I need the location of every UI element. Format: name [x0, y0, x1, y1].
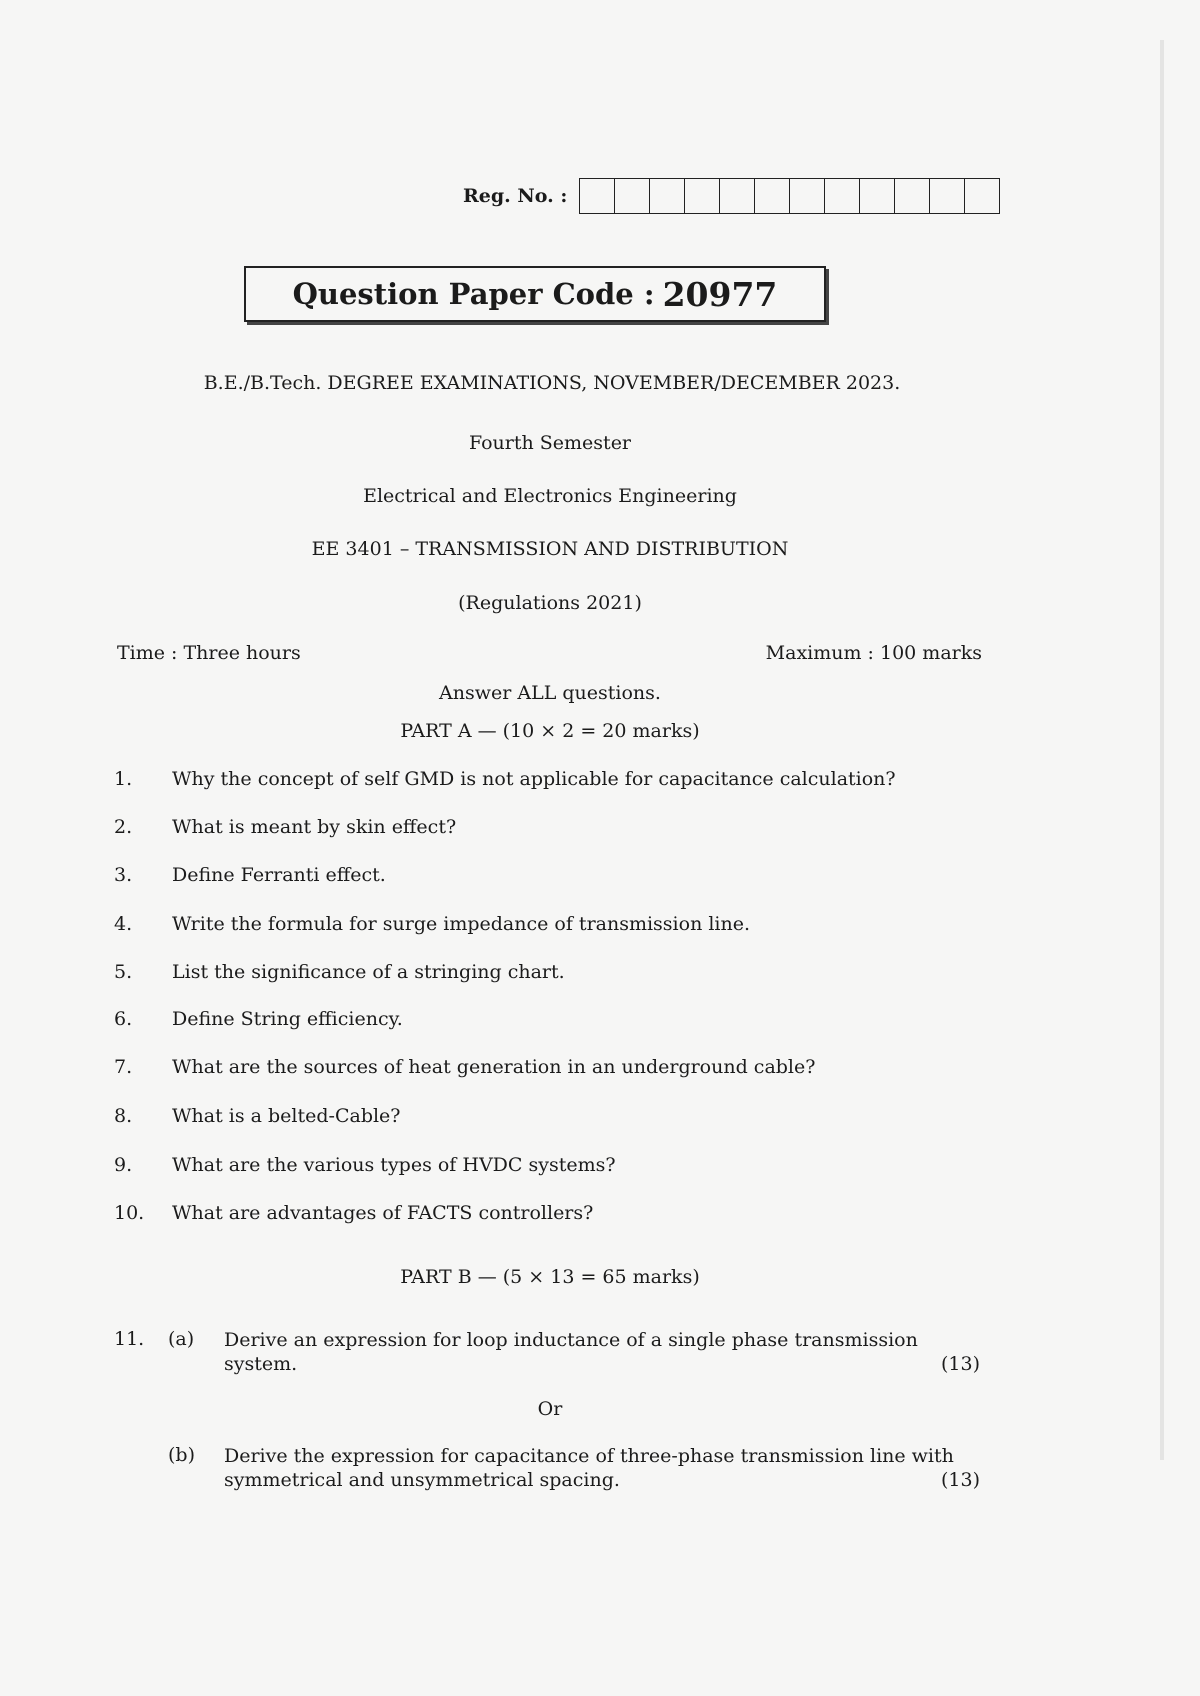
question-10 — [114, 1202, 974, 1224]
question-6 — [114, 1008, 974, 1030]
question-text: Define Ferranti effect. — [172, 864, 386, 886]
question-text: What are the sources of heat generation in an underground cable? — [172, 1056, 816, 1078]
question-text: Define String efficiency. — [172, 1008, 403, 1030]
question-number: 10. — [114, 1202, 145, 1224]
question-8 — [114, 1105, 974, 1127]
question-text — [224, 1328, 980, 1376]
reg-digit-box[interactable] — [895, 179, 930, 213]
course-title: EE 3401 – TRANSMISSION AND DISTRIBUTION — [311, 538, 789, 560]
question-text: List the significance of a stringing chart. — [172, 961, 565, 983]
question-4 — [114, 913, 974, 935]
question-5 — [114, 961, 974, 983]
question-body: Derive the expression for capacitance of three-phase transmission line with symmetrical and unsymmetrical spacing. — [224, 1445, 954, 1491]
reg-digit-box[interactable] — [615, 179, 650, 213]
question-text: What is meant by skin effect? — [172, 816, 457, 838]
question-number: 4. — [114, 913, 133, 935]
department: Electrical and Electronics Engineering — [363, 485, 737, 507]
question-number: 8. — [114, 1105, 133, 1127]
reg-no-boxes[interactable] — [579, 178, 1000, 214]
part-a-heading: PART A — (10 × 2 = 20 marks) — [400, 720, 700, 742]
question-marks: (13) — [940, 1469, 980, 1491]
question-number: 1. — [114, 768, 133, 790]
question-number — [114, 1444, 168, 1492]
question-text: Why the concept of self GMD is not applicable for capacitance calculation? — [172, 768, 896, 790]
question-11b — [114, 1444, 980, 1492]
question-text — [224, 1444, 980, 1492]
max-marks-info: Maximum : 100 marks — [765, 642, 982, 664]
question-11a — [114, 1328, 980, 1376]
registration-number-field — [463, 178, 1000, 214]
regulations: (Regulations 2021) — [458, 592, 642, 614]
reg-digit-box[interactable] — [790, 179, 825, 213]
question-7 — [114, 1056, 974, 1078]
or-separator: Or — [537, 1398, 563, 1420]
paper-code-number: 20977 — [662, 274, 778, 314]
instructions: Answer ALL questions. — [439, 682, 661, 704]
semester: Fourth Semester — [468, 432, 632, 454]
time-info: Time : Three hours — [117, 642, 301, 664]
question-number: 11. — [114, 1328, 145, 1350]
sub-question-label: (b) — [168, 1444, 195, 1466]
page-edge — [1160, 40, 1164, 1460]
question-text: What are advantages of FACTS controllers? — [172, 1202, 594, 1224]
reg-digit-box[interactable] — [650, 179, 685, 213]
question-paper-code-box — [244, 266, 826, 322]
reg-digit-box[interactable] — [685, 179, 720, 213]
question-number: 9. — [114, 1154, 133, 1176]
question-text: What are the various types of HVDC systems? — [172, 1154, 616, 1176]
question-text: What is a belted-Cable? — [172, 1105, 401, 1127]
question-marks: (13) — [940, 1353, 980, 1375]
question-number: 7. — [114, 1056, 133, 1078]
question-text: Write the formula for surge impedance of transmission line. — [172, 913, 751, 935]
reg-digit-box[interactable] — [755, 179, 790, 213]
reg-digit-box[interactable] — [825, 179, 860, 213]
reg-digit-box[interactable] — [580, 179, 615, 213]
question-2 — [114, 816, 974, 838]
time-marks-row — [117, 642, 982, 664]
part-b-heading: PART B — (5 × 13 = 65 marks) — [400, 1266, 700, 1288]
question-3 — [114, 864, 974, 886]
question-1 — [114, 768, 974, 790]
question-number: 6. — [114, 1008, 133, 1030]
question-number: 3. — [114, 864, 133, 886]
reg-digit-box[interactable] — [965, 179, 999, 213]
exam-title: B.E./B.Tech. DEGREE EXAMINATIONS, NOVEMBER/DECEMBER 2023. — [203, 372, 901, 394]
reg-digit-box[interactable] — [720, 179, 755, 213]
question-9 — [114, 1154, 974, 1176]
paper-code-label: Question Paper Code : — [292, 277, 655, 311]
question-body: Derive an expression for loop inductance of a single phase transmission system. — [224, 1329, 918, 1375]
reg-no-label: Reg. No. : — [463, 185, 568, 207]
question-number: 5. — [114, 961, 133, 983]
reg-digit-box[interactable] — [860, 179, 895, 213]
sub-question-label: (a) — [168, 1328, 195, 1350]
reg-digit-box[interactable] — [930, 179, 965, 213]
question-number: 2. — [114, 816, 133, 838]
